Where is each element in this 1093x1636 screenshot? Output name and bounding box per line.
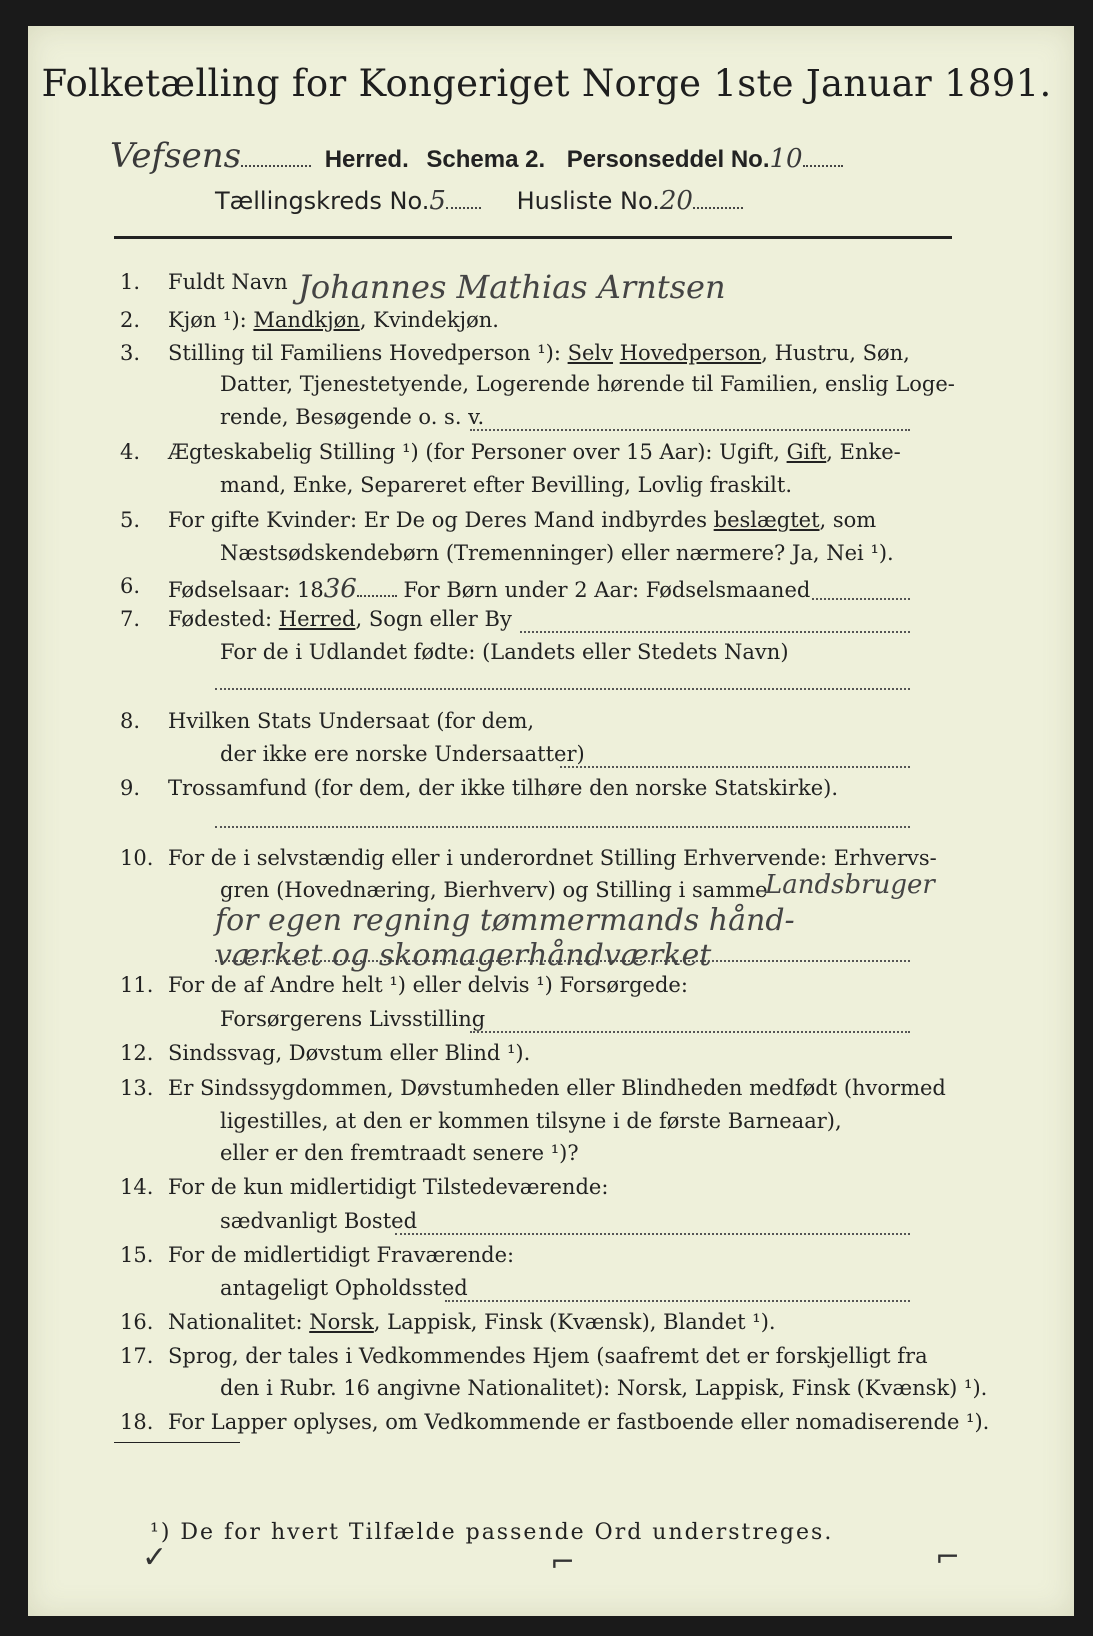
schema-label: Schema 2. [426, 146, 546, 173]
item-number: 4. [120, 440, 141, 464]
item-number: 12. [120, 1041, 154, 1065]
item-number: 5. [120, 508, 141, 532]
item-text: Er Sindssygdommen, Døvstumheden eller Blindheden medfødt (hvormed [168, 1076, 946, 1100]
item-text: Datter, Tjenestetyende, Logerende hørende til Familien, enslig Loge- [220, 372, 955, 396]
item-number: 9. [120, 776, 141, 800]
item-number: 14. [120, 1175, 154, 1199]
underlined-choice: Herred [278, 607, 356, 631]
dotted-leader [445, 1300, 910, 1302]
item-number: 17. [120, 1344, 154, 1368]
underlined-choice: beslægtet [713, 508, 820, 532]
dotted-blank-line [215, 688, 910, 690]
corner-mark-right: ⌐ [935, 1540, 961, 1575]
husliste-label: Husliste No. [516, 187, 660, 215]
item-text: den i Rubr. 16 angivne Nationalitet): Norsk, Lappisk, Finsk (Kvænsk) ¹). [220, 1376, 988, 1400]
dotted-leader [520, 631, 910, 633]
header-rule [114, 236, 952, 239]
item-text: For de kun midlertidigt Tilstedeværende: [168, 1175, 609, 1199]
header-row-2 [215, 186, 743, 216]
footnote-rule [114, 1442, 240, 1443]
item-text: Sindssvag, Døvstum eller Blind ¹). [168, 1041, 531, 1065]
item-number: 11. [120, 973, 154, 997]
item-number: 15. [120, 1243, 154, 1267]
item-text: der ikke ere norske Undersaatter) [220, 742, 585, 766]
personseddel-label: Personseddel No. [566, 146, 770, 173]
item-text: Sprog, der tales i Vedkommendes Hjem (saafremt det er forskjelligt fra [168, 1344, 928, 1368]
header-row-1 [110, 136, 843, 176]
item-number: 8. [120, 709, 141, 733]
item-text: Stilling til Familiens Hovedperson ¹): Selv Hovedperson, Hustru, Søn, [168, 341, 910, 365]
dotted-leader [812, 598, 910, 600]
item-text: Kjøn ¹): Mandkjøn, Kvindekjøn. [168, 308, 499, 332]
item-text: Fødselsaar: 1836 For Børn under 2 Aar: Fødselsmaaned [168, 574, 811, 604]
item-text: sædvanligt Bosted [220, 1209, 418, 1233]
item-text: mand, Enke, Separeret efter Bevilling, Lovlig fraskilt. [220, 473, 793, 497]
occupation-hw-line-2: for egen regning tømmermands hånd- [215, 903, 795, 938]
item-number: 13. [120, 1076, 154, 1100]
husliste-number: 20 [659, 186, 693, 216]
item-text: eller er den fremtraadt senere ¹)? [220, 1141, 579, 1165]
item-text: Nationalitet: Norsk, Lappisk, Finsk (Kvænsk), Blandet ¹). [168, 1310, 776, 1334]
place-handwritten: Vefsens [110, 136, 242, 176]
tellingskreds-label: Tællingskreds No. [215, 187, 430, 215]
underlined-choice: Selv [567, 341, 614, 365]
corner-mark-middle: ⌐ [550, 1545, 576, 1580]
dotted-blank-line [215, 826, 910, 828]
item-number: 6. [120, 574, 141, 598]
dotted-leader [560, 766, 910, 768]
item-text: rende, Besøgende o. s. v. [220, 405, 485, 429]
occupation-hw-line-1: Landsbruger [765, 870, 935, 900]
item-number: 16. [120, 1310, 154, 1334]
underlined-choice: Mandkjøn [253, 308, 360, 332]
item-text: Forsørgerens Livsstilling [220, 1007, 486, 1031]
item-text: Fødested: Herred, Sogn eller By [168, 607, 512, 631]
handwritten-value: 36 [323, 574, 357, 604]
item-number: 18. [120, 1410, 154, 1434]
item-text: Ægteskabelig Stilling ¹) (for Personer over 15 Aar): Ugift, Gift, Enke- [168, 440, 901, 464]
item-number: 10. [120, 846, 154, 870]
dotted-leader [470, 1031, 910, 1033]
item-text: gren (Hovednæring, Bierhverv) og Stilling i samme [220, 878, 768, 902]
item-text: For de af Andre helt ¹) eller delvis ¹) Forsørgede: [168, 973, 688, 997]
item-text: For Lapper oplyses, om Vedkommende er fastboende eller nomadiserende ¹). [168, 1410, 990, 1434]
tellingskreds-number: 5 [429, 186, 446, 216]
item-text: Fuldt Navn [168, 270, 288, 294]
item-text: Næstsødskendebørn (Tremenninger) eller nærmere? Ja, Nei ¹). [220, 541, 894, 565]
underlined-choice: Gift [786, 440, 827, 464]
underlined-choice: Norsk [309, 1310, 374, 1334]
item-number: 2. [120, 308, 141, 332]
underlined-choice: Hovedperson [619, 341, 762, 365]
item-text: For gifte Kvinder: Er De og Deres Mand indbyrdes beslægtet, som [168, 508, 877, 532]
item-text: ligestilles, at den er kommen tilsyne i de første Barneaar), [220, 1109, 842, 1133]
dotted-leader [395, 1233, 910, 1235]
item-text: For de midlertidigt Fraværende: [168, 1243, 515, 1267]
item-text: Hvilken Stats Undersaat (for dem, [168, 709, 535, 733]
item-text: antageligt Opholdssted [220, 1276, 468, 1300]
form-title: Folketælling for Kongeriget Norge 1ste Januar 1891. [41, 62, 1052, 105]
item-number: 7. [120, 607, 141, 631]
occupation-hw-line-3: værket og skomagerhåndværket [215, 938, 712, 973]
item-number: 1. [120, 270, 141, 294]
herred-label: Herred. [324, 146, 409, 173]
dotted-leader [470, 429, 910, 431]
item-text: Trossamfund (for dem, der ikke tilhøre den norske Statskirke). [168, 776, 839, 800]
corner-mark-left: ✓ [142, 1540, 168, 1575]
item-text: For de i selvstændig eller i underordnet Stilling Erhvervende: Erhvervs- [168, 846, 937, 870]
footnote: ¹) De for hvert Tilfælde passende Ord understreges. [150, 1520, 834, 1545]
item-number: 3. [120, 341, 141, 365]
full-name-handwritten: Johannes Mathias Arntsen [298, 268, 726, 306]
personseddel-number: 10 [769, 144, 803, 174]
item-text: For de i Udlandet fødte: (Landets eller Stedets Navn) [220, 640, 789, 664]
